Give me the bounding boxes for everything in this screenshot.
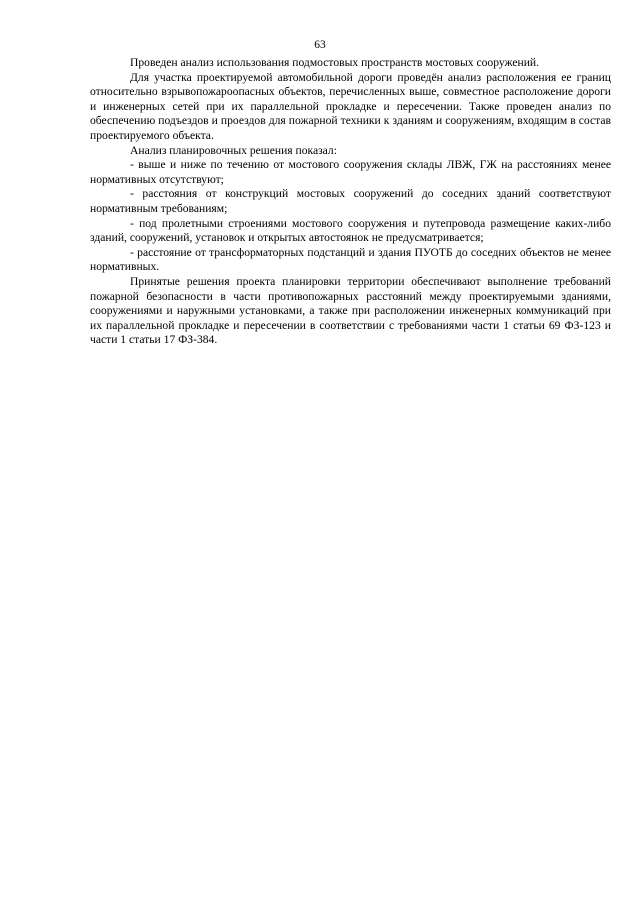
- list-item-substation-distances: - расстояние от трансформаторных подстанций и здания ПУОТБ до соседних объектов не менее нормативных.: [90, 245, 611, 274]
- list-item-under-span-placement: - под пролетными строениями мостового сооружения и путепровода размещение каких-либо зданий, сооружений, установок и открытых автостоянок не предусматривается;: [90, 216, 611, 245]
- paragraph-conclusion: Принятые решения проекта планировки территории обеспечивают выполнение требований пожарной безопасности в части противопожарных расстояний между проектируемыми зданиями, сооружениями и наружными установками, а также при расположении инженерных коммуникаций при их параллельной прокладке и пересечении в соответствии с требованиями части 1 статьи 69 ФЗ-123 и части 1 статьи 17 ФЗ-384.: [90, 274, 611, 347]
- paragraph-road-location-analysis: Для участка проектируемой автомобильной дороги проведён анализ расположения ее границ относительно взрывопожароопасных объектов, перечисленных выше, совместное расположение дороги и инженерных сетей при их параллельной прокладке и пересечении. Также проведен анализ по обеспечению подъездов и проездов для пожарной техники к зданиям и сооружениям, входящим в состав проектируемого объекта.: [90, 70, 611, 142]
- paragraph-underbridge-analysis: Проведен анализ использования подмостовых пространств мостовых сооружений.: [130, 56, 540, 69]
- list-item-flammable-storage: - выше и ниже по течению от мостового сооружения склады ЛВЖ, ГЖ на расстояниях менее нормативных отсутствуют;: [90, 158, 611, 186]
- page-number: 63: [314, 39, 326, 51]
- page-body: [90, 56, 611, 348]
- paragraph-analysis-intro: Анализ планировочных решения показал:: [130, 143, 337, 157]
- list-item-bridge-distances: - расстояния от конструкций мостовых сооружений до соседних зданий соответствуют нормативным требованиям;: [90, 187, 611, 215]
